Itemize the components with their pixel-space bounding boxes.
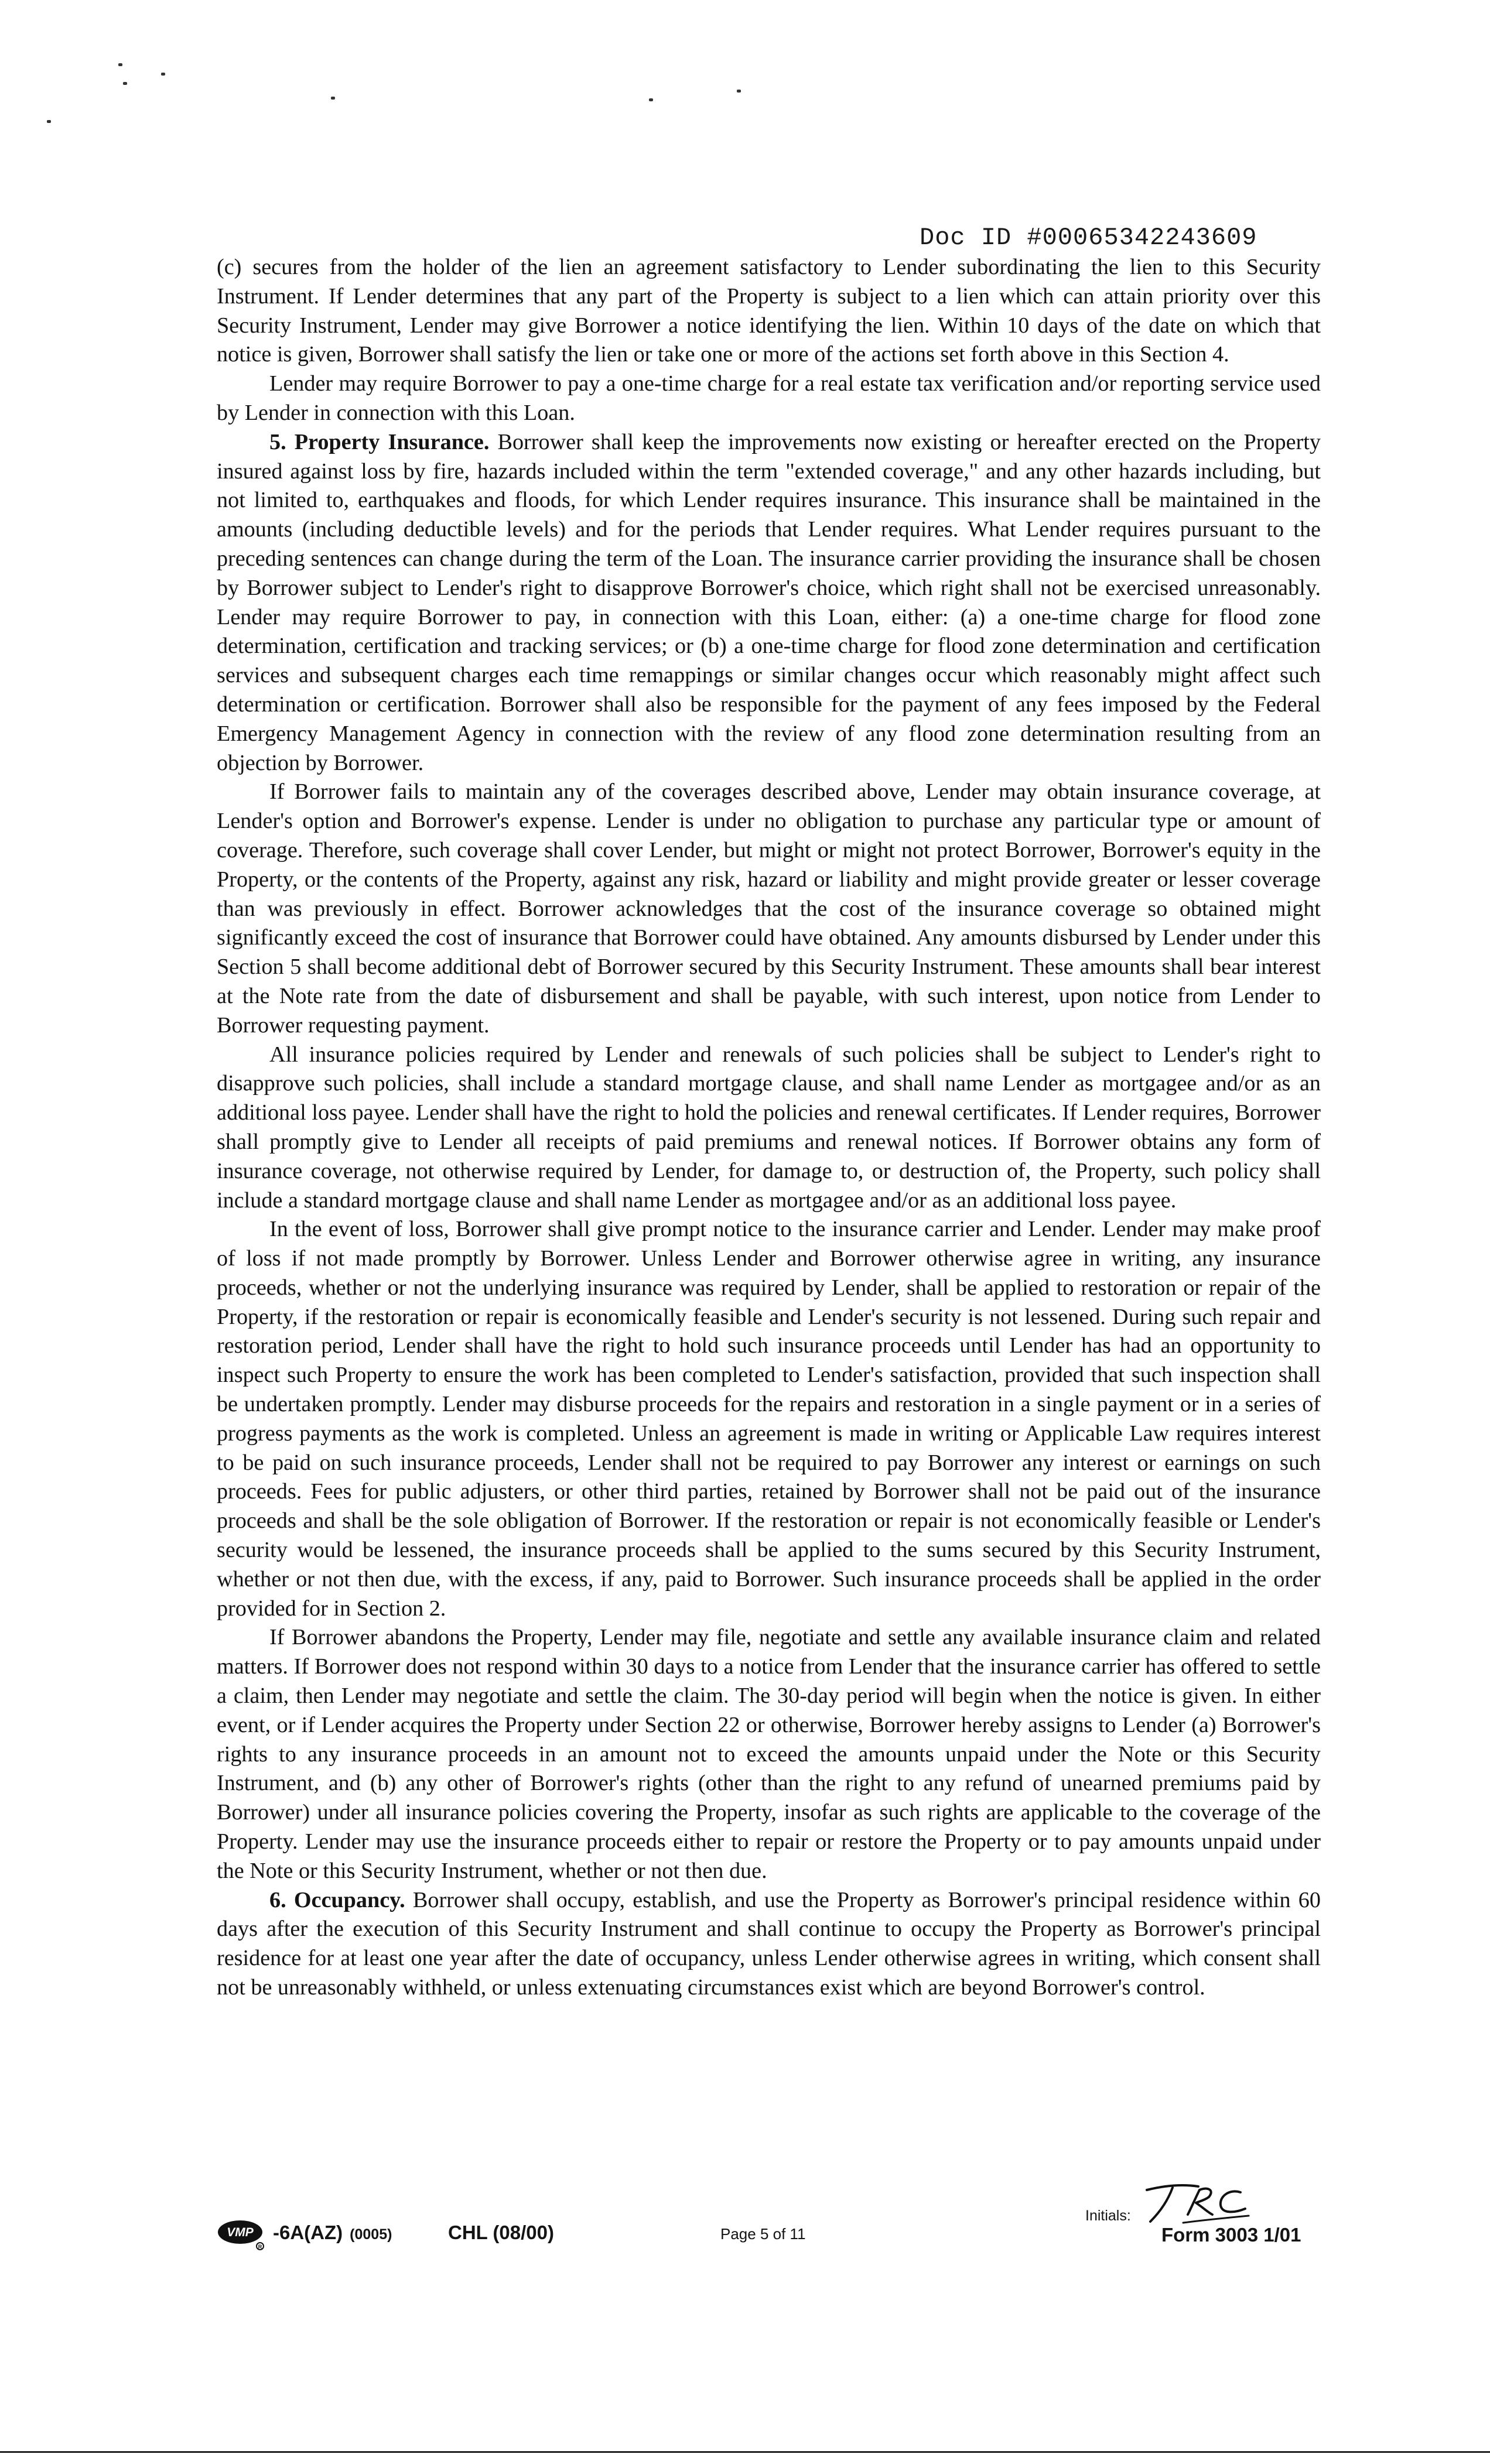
scan-speck xyxy=(161,73,165,76)
section-6-heading: 6. Occupancy. xyxy=(269,1887,405,1912)
scan-speck xyxy=(123,82,127,85)
chl-code: CHL (08/00) xyxy=(448,2222,554,2243)
form-code xyxy=(273,2222,392,2244)
section-5-property-insurance xyxy=(217,428,1321,778)
doc-id: Doc ID #00065342243609 xyxy=(920,224,1257,252)
form-number: Form 3003 1/01 xyxy=(1161,2224,1301,2246)
scan-speck xyxy=(118,63,122,66)
paragraph-insurance-policies: All insurance policies required by Lender and renewals of such policies shall be subject to Lender's right to disapprove such policies, shall include a standard mortgage clause, and shall name Lender as mortgagee and/or as an additional loss payee. Lender shall have the right to hold the policies and renewal certificates. If Lender requires, Borrower shall promptly give to Lender all receipts of paid premiums and renewal notices. If Borrower obtains any form of insurance coverage, not otherwise required by Lender, for damage to, or destruction of, the Property, such policy shall include a standard mortgage clause and shall name Lender as mortgagee and/or as an additional loss payee. xyxy=(217,1042,1321,1213)
initials-label: Initials: xyxy=(1085,2208,1131,2224)
form-code-suffix: (0005) xyxy=(350,2226,392,2243)
paragraph-coverage-failure: If Borrower fails to maintain any of the coverages described above, Lender may obtain insurance coverage, at Lender's option and Borrower's expense. Lender is under no obligation to purchase any particular type or amount of coverage. Therefore, such coverage shall cover Lender, but might or might not protect Borrower, Borrower's equity in the Property, or the contents of the Property, against any risk, hazard or liability and might provide greater or lesser coverage than was previously in effect. Borrower acknowledges that the cost of the insurance coverage so obtained might significantly exceed the cost of insurance that Borrower could have obtained. Any amounts disbursed by Lender under this Section 5 shall become additional debt of Borrower secured by this Security Instrument. These amounts shall bear interest at the Note rate from the date of disbursement and shall be payable, with such interest, upon notice from Lender to Borrower requesting payment. xyxy=(217,779,1321,1038)
scan-speck xyxy=(47,120,51,123)
page-footer xyxy=(0,2208,1490,2253)
section-5-heading: 5. Property Insurance. xyxy=(269,429,490,454)
scan-speck xyxy=(737,90,741,93)
document-body xyxy=(217,253,1321,2003)
svg-text:R: R xyxy=(258,2244,262,2250)
bottom-rule xyxy=(0,2451,1490,2453)
paragraph-tax-verification: Lender may require Borrower to pay a one-time charge for a real estate tax verification and/or reporting service used by Lender in connection with this Loan. xyxy=(217,371,1321,425)
scan-speck xyxy=(331,97,335,100)
section-6-occupancy xyxy=(217,1886,1321,2003)
paragraph-abandonment: If Borrower abandons the Property, Lender may file, negotiate and settle any available insurance claim and related matters. If Borrower does not respond within 30 days to a notice from Lender that the insurance carrier has offered to settle a claim, then Lender may negotiate and settle the claim. The 30-day period will begin when the notice is given. In either event, or if Lender acquires the Property under Section 22 or otherwise, Borrower hereby assigns to Lender (a) Borrower's rights to any insurance proceeds in an amount not to exceed the amounts unpaid under the Note or this Security Instrument, and (b) any other of Borrower's rights (other than the right to any refund of unearned premiums paid by Borrower) under all insurance policies covering the Property, insofar as such rights are applicable to the coverage of the Property. Lender may use the insurance proceeds either to repair or restore the Property or to pay amounts unpaid under the Note or this Security Instrument, whether or not then due. xyxy=(217,1625,1321,1883)
vmp-logo-icon xyxy=(217,2218,271,2251)
section-5-text: Borrower shall keep the improvements now existing or hereafter erected on the Property insured against loss by fire, hazards included within the term "extended coverage," and any other hazards including, but not limited to, earthquakes and floods, for which Lender requires insurance. This insurance shall be maintained in the amounts (including deductible levels) and for the periods that Lender requires. What Lender requires pursuant to the preceding sentences can change during the term of the Loan. The insurance carrier providing the insurance shall be chosen by Borrower subject to Lender's right to disapprove Borrower's choice, which right shall not be exercised unreasonably. Lender may require Borrower to pay, in connection with this Loan, either: (a) a one-time charge for flood zone determination, certification and tracking services; or (b) a one-time charge for flood zone determination and certification services and subsequent charges each time remappings or similar changes occur which reasonably might affect such determination or certification. Borrower shall also be responsible for the payment of any fees imposed by the Federal Emergency Management Agency in connection with the review of any flood zone determination resulting from an objection by Borrower. xyxy=(217,429,1321,775)
paragraph-lien-continuation: (c) secures from the holder of the lien an agreement satisfactory to Lender subordinating the lien to this Security Instrument. If Lender determines that any part of the Property is subject to a lien which can attain priority over this Security Instrument, Lender may give Borrower a notice identifying the lien. Within 10 days of the date on which that notice is given, Borrower shall satisfy the lien or take one or more of the actions set forth above in this Section 4. xyxy=(217,255,1321,367)
vmp-logo-text: VMP xyxy=(227,2226,254,2239)
scan-speck xyxy=(649,98,653,101)
paragraph-event-of-loss: In the event of loss, Borrower shall give prompt notice to the insurance carrier and Lender. Lender may make proof of loss if not made promptly by Borrower. Unless Lender and Borrower otherwise agree in writing, any insurance proceeds, whether or not the underlying insurance was required by Lender, shall be applied to restoration or repair of the Property, if the restoration or repair is economically feasible and Lender's security is not lessened. During such repair and restoration period, Lender shall have the right to hold such insurance proceeds until Lender has had an opportunity to inspect such Property to ensure the work has been completed to Lender's satisfaction, provided that such inspection shall be undertaken promptly. Lender may disburse proceeds for the repairs and restoration in a single payment or in a series of progress payments as the work is completed. Unless an agreement is made in writing or Applicable Law requires interest to be paid on such insurance proceeds, Lender shall not be required to pay Borrower any interest or earnings on such proceeds. Fees for public adjusters, or other third parties, retained by Borrower shall not be paid out of the insurance proceeds and shall be the sole obligation of Borrower. If the restoration or repair is not economically feasible or Lender's security would be lessened, the insurance proceeds shall be applied to the sums secured by this Security Instrument, whether or not then due, with the excess, if any, paid to Borrower. Such insurance proceeds shall be applied in the order provided for in Section 2. xyxy=(217,1217,1321,1621)
initials-signature xyxy=(1142,2179,1250,2226)
page-number: Page 5 of 11 xyxy=(720,2225,806,2243)
form-code-main: -6A(AZ) xyxy=(273,2222,343,2243)
section-6-text: Borrower shall occupy, establish, and use the Property as Borrower's principal residence within 60 days after the execution of this Security Instrument and shall continue to occupy the Property as Borrower's principal residence for at least one year after the date of occupancy, unless Lender otherwise agrees in writing, which consent shall not be unreasonably withheld, or unless extenuating circumstances exist which are beyond Borrower's control. xyxy=(217,1887,1321,2000)
